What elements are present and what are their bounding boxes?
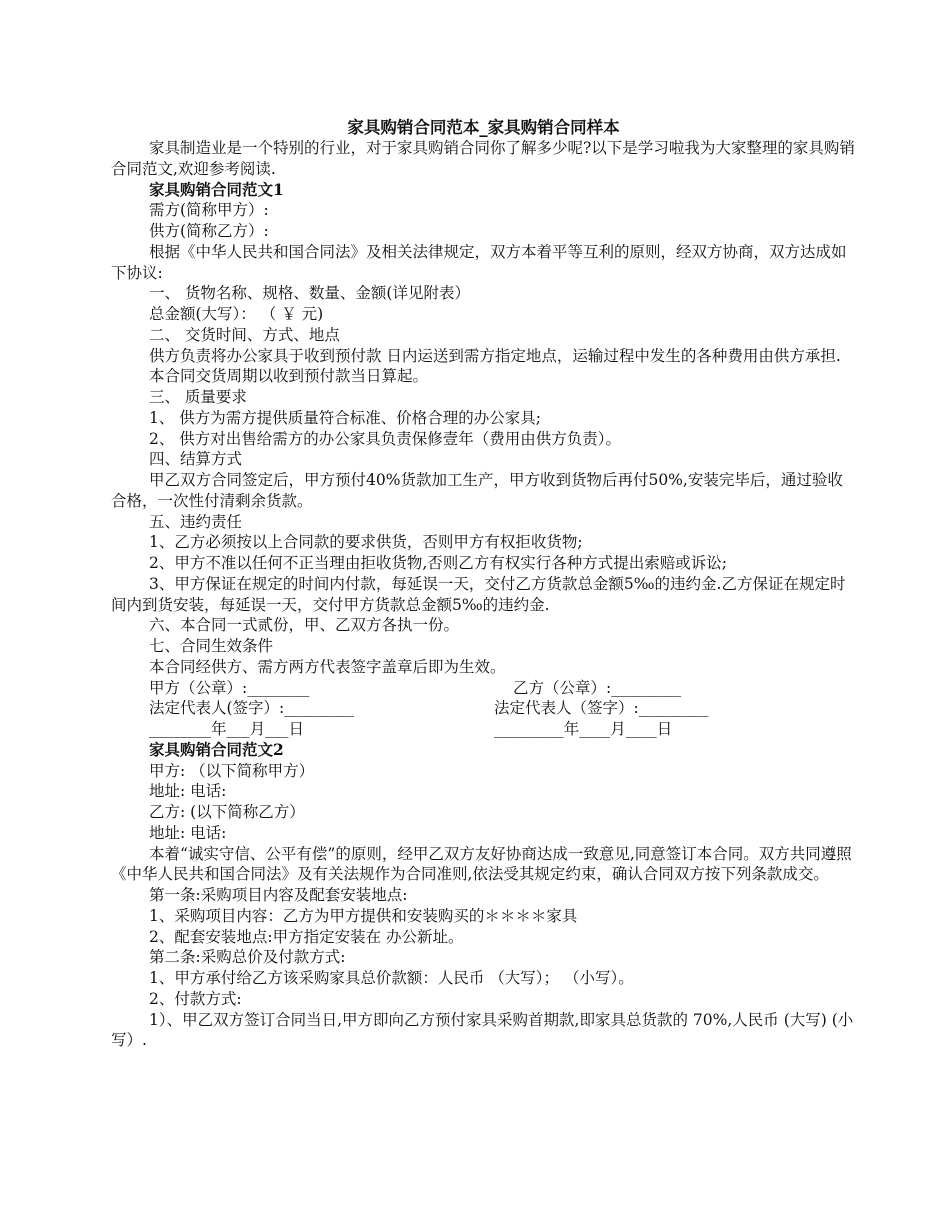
party-b-line: 乙方: (以下简称乙方） [149,803,305,821]
payment-paragraph: 1）、甲乙双方签订合同当日,甲方即向乙方预付家具采购首期款,即家具总货款的 70%,人民币 (大写) (小写）. [111,1010,854,1050]
basis-paragraph: 根据《中华人民共和国合同法》及相关法律规定，双方本着平等互利的原则，经双方协商，双方达成如下协议: [111,242,847,282]
article-1-item-1: 1、采购项目内容：乙方为甲方提供和安装购买的＊＊＊＊家具 [149,906,578,925]
principle-paragraph: 本着“诚实守信、公平有偿”的原则，经甲乙双方友好协商达成一致意见,同意签订本合同。双方共同遵照《中华人民共和国合同法》及有关法规作为合同准则,依法受其规定约束，确认合同双方按下列条款成交。 [111,844,852,884]
signature-row-date [111,719,856,740]
document-page [111,117,856,1051]
settlement-paragraph: 甲乙双方合同签定后，甲方预付40%货款加工生产，甲方收到货物后再付50%,安装完毕后，通过验收合格，一次性付清剩余货款。 [111,471,843,510]
delivery-period-line: 本合同交货周期以收到预付款当日算起。 [149,367,429,386]
party-a-representative: 法定代表人(签字）:_________ [149,699,355,718]
party-a-date: ________年___月___日 [149,720,305,738]
buyer-line: 需方(简称甲方）: [149,201,269,220]
quality-item-2: 2、 供方对出售给需方的办公家具负责保修壹年（费用由供方负责）。 [149,429,622,448]
delivery-paragraph: 供方负责将办公家具于收到预付款 日内运送到需方指定地点，运输过程中发生的各种费用由供方承担. [149,346,841,365]
article-1: 第一条:采购项目内容及配套安装地点: [149,886,408,904]
sample1-heading: 家具购销合同范文1 [149,179,284,199]
party-b-address-line: 地址: 电话: [149,823,227,842]
article-2-item-2: 2、付款方式: [149,989,242,1008]
signature-row-seal [111,678,856,699]
article-1-item-2: 2、配套安装地点:甲方指定安装在 办公新址。 [149,927,464,946]
liability-item-2: 2、甲方不准以任何不正当理由拒收货物,否则乙方有权实行各种方式提出索赔或诉讼; [149,554,728,572]
party-a-line: 甲方: （以下简称甲方） [149,761,315,780]
article-2-item-1: 1、甲方承付给乙方该采购家具总价款额：人民币 （大写）； （小写）。 [149,969,634,987]
sample2-heading: 家具购销合同范文2 [149,739,284,759]
clause-goods: 一、 货物名称、规格、数量、金额(详见附表） [149,284,470,303]
clause-liability: 五、违约责任 [149,512,243,531]
clause-copies: 六、本合同一式贰份，甲、乙双方各执一份。 [149,616,460,635]
party-a-address-line: 地址: 电话: [149,782,227,801]
clause-effective: 七、合同生效条件 [149,637,274,655]
clause-settlement: 四、结算方式 [149,450,243,469]
seller-line: 供方(简称乙方）: [149,222,269,240]
clause-quality: 三、 质量要求 [149,388,247,406]
party-a-seal: 甲方（公章）:________ [149,678,310,697]
party-b-seal: 乙方（公章）:_________ [513,678,681,697]
liability-item-3: 3、甲方保证在规定的时间内付款，每延误一天，交付乙方货款总金额5‰的违约金.乙方保证在规定时间内到货安装，每延误一天，交付甲方货款总金额5‰的违约金. [111,574,846,614]
article-2: 第二条:采购总价及付款方式: [149,948,346,967]
document-title: 家具购销合同范本_家具购销合同样本 [347,118,620,137]
clause-delivery: 二、 交货时间、方式、地点 [149,325,340,344]
total-amount-line: 总金额(大写）： （ ￥ 元) [149,305,324,323]
signature-row-rep [111,698,856,719]
party-b-representative: 法定代表人（签字）:_________ [494,699,709,718]
intro-paragraph: 家具制造业是一个特别的行业，对于家具购销合同你了解多少呢?以下是学习啦我为大家整理的家具购销合同范文,欢迎参考阅读. [111,139,855,178]
quality-item-1: 1、 供方为需方提供质量符合标准、价格合理的办公家具; [149,408,542,427]
effective-line: 本合同经供方、需方两方代表签字盖章后即为生效。 [149,657,506,676]
party-b-date: _________年____月____日 [494,720,673,738]
liability-item-1: 1、乙方必须按以上合同款的要求供货，否则甲方有权拒收货物; [149,533,583,552]
